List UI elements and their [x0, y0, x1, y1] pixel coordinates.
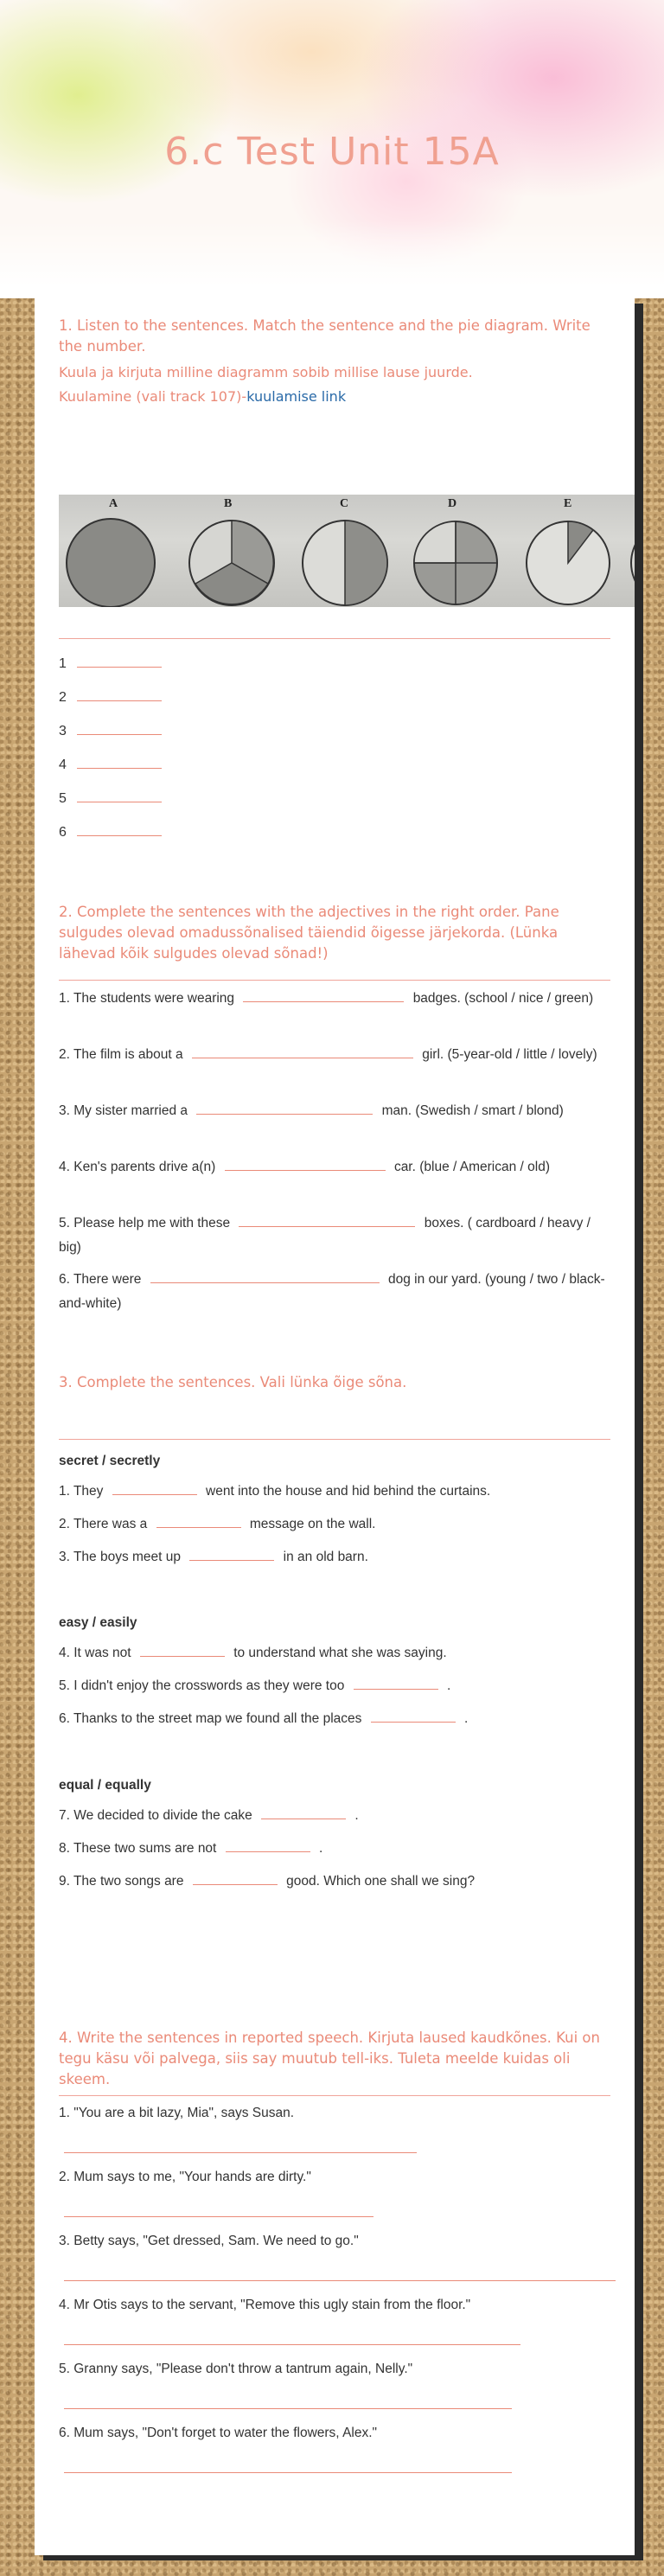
item-text: boxes. ( cardboard / heavy / big): [59, 1216, 591, 1255]
question-3: [59, 1372, 610, 1393]
q4-item: [59, 2357, 610, 2421]
q3-item: [59, 1836, 610, 1869]
q2-items: [59, 986, 610, 1323]
q1-listen-prefix: Kuulamine (vali track 107)-: [59, 388, 247, 405]
item-text: to understand what she was saying.: [233, 1646, 447, 1660]
pie-diagrams: [59, 495, 635, 607]
question-2: [59, 902, 610, 964]
item-text: car. (blue / American / old): [393, 1160, 550, 1174]
answer-blank[interactable]: [140, 1640, 225, 1657]
q1-heading: 1. Listen to the sentences. Match the sentence and the pie diagram. Write the number.: [59, 317, 591, 355]
answer-blank[interactable]: [150, 1267, 380, 1283]
item-text: went into the house and hid behind the curtains.: [206, 1484, 491, 1499]
item-text: 8. These two sums are not: [59, 1841, 217, 1856]
q4-item: [59, 2293, 610, 2357]
q4-item: [59, 2229, 610, 2293]
answer-blank[interactable]: [189, 1544, 274, 1561]
page-title: 6.c Test Unit 15A: [164, 130, 500, 174]
answer-row: [59, 752, 610, 786]
answer-number: 2: [59, 690, 67, 705]
item-text: good. Which one shall we sing?: [286, 1874, 476, 1889]
q3-group-1: [59, 1446, 610, 1577]
q2-item: [59, 986, 610, 1042]
item-text: .: [464, 1711, 469, 1726]
item-text: 1. They: [59, 1484, 104, 1499]
item-text: 2. There was a: [59, 1517, 148, 1531]
listen-link[interactable]: kuulamise link: [246, 388, 347, 405]
item-text: dog in our yard. (young / two / black-and-white): [59, 1272, 605, 1311]
answer-blank[interactable]: [196, 1098, 373, 1115]
answer-blank[interactable]: [77, 820, 162, 836]
answer-row: [59, 719, 610, 752]
q3-item: [59, 1803, 610, 1836]
q3-item: [59, 1706, 610, 1739]
item-text: 5. Please help me with these: [59, 1216, 231, 1230]
divider: [59, 2095, 610, 2096]
answer-blank[interactable]: [77, 786, 162, 802]
q2-item: [59, 1042, 610, 1098]
divider: [59, 980, 610, 981]
answer-row: [59, 685, 610, 719]
pie-label-d: D: [448, 497, 457, 510]
item-text: 1. The students were wearing: [59, 991, 235, 1006]
answer-blank[interactable]: [261, 1803, 346, 1819]
pie-d: [414, 521, 497, 604]
answer-number: 4: [59, 757, 67, 772]
answer-blank[interactable]: [371, 1706, 456, 1723]
q2-heading: 2. Complete the sentences with the adjectives in the right order. Pane sulgudes olevad omadussõnalised täiendid õigesse järjekorda. (Lünka lähevad kõik sulgudes olevad sõnad!): [59, 904, 559, 962]
item-text: 5. Granny says, "Please don't throw a tantrum again, Nelly.": [59, 2362, 413, 2376]
q4-item: [59, 2101, 610, 2165]
answer-line[interactable]: [64, 2343, 520, 2345]
answer-blank[interactable]: [77, 719, 162, 735]
item-text: message on the wall.: [249, 1517, 376, 1531]
q3-group-2: [59, 1608, 610, 1739]
q1-listen-line: [59, 387, 610, 407]
item-text: in an old barn.: [283, 1550, 368, 1564]
answer-blank[interactable]: [354, 1673, 438, 1690]
word-pair-label: equal / equally: [59, 1778, 151, 1793]
pie-c: [303, 521, 387, 605]
answer-line[interactable]: [64, 2471, 512, 2473]
pie-e: [527, 521, 610, 604]
q2-item: [59, 1211, 610, 1267]
answer-number: 1: [59, 656, 67, 671]
answer-row: [59, 786, 610, 820]
q4-item: [59, 2421, 610, 2485]
answer-blank[interactable]: [226, 1836, 310, 1852]
q3-heading: 3. Complete the sentences. Vali lünka õige sõna.: [59, 1374, 407, 1390]
item-text: 7. We decided to divide the cake: [59, 1808, 252, 1823]
answer-number: 5: [59, 791, 67, 806]
item-text: 4. Ken's parents drive a(n): [59, 1160, 216, 1174]
answer-line[interactable]: [64, 2151, 417, 2153]
answer-line[interactable]: [64, 2407, 512, 2409]
question-4: [59, 2028, 610, 2090]
q3-item: [59, 1869, 610, 1902]
answer-row: [59, 820, 610, 853]
worksheet-paper: [35, 298, 635, 2555]
q3-item: [59, 1640, 610, 1673]
pie-label-e: E: [564, 497, 572, 510]
pie-diagram-image: [59, 495, 635, 607]
q3-item: [59, 1512, 610, 1544]
answer-blank[interactable]: [192, 1042, 413, 1058]
item-text: man. (Swedish / smart / blond): [381, 1103, 564, 1118]
item-text: girl. (5-year-old / little / lovely): [422, 1047, 597, 1062]
item-text: badges. (school / nice / green): [412, 991, 594, 1006]
q4-items: [59, 2101, 610, 2485]
answer-blank[interactable]: [77, 651, 162, 668]
item-text: 4. Mr Otis says to the servant, "Remove this ugly stain from the floor.": [59, 2298, 471, 2312]
answer-blank[interactable]: [239, 1211, 415, 1227]
answer-number: 6: [59, 825, 67, 840]
pie-label-c: C: [340, 497, 349, 510]
item-text: 5. I didn't enjoy the crosswords as they were too: [59, 1678, 345, 1693]
pie-b: [189, 521, 274, 605]
item-text: .: [446, 1678, 451, 1693]
q3-item: [59, 1673, 610, 1706]
q2-item: [59, 1267, 610, 1323]
q3-group-3: [59, 1770, 610, 1902]
item-text: 2. The film is about a: [59, 1047, 183, 1062]
word-pair-label: easy / easily: [59, 1615, 137, 1630]
answer-number: 3: [59, 724, 67, 738]
item-text: 3. Betty says, "Get dressed, Sam. We need to go.": [59, 2234, 359, 2248]
q2-item: [59, 1154, 610, 1211]
item-text: .: [354, 1808, 359, 1823]
q3-item: [59, 1479, 610, 1512]
q4-heading: 4. Write the sentences in reported speech. Kirjuta laused kaudkõnes. Kui on tegu käsu või palvega, siis say muutub tell-iks. Tuleta meelde kuidas oli skeem.: [59, 2029, 600, 2087]
q1-subtitle: Kuula ja kirjuta milline diagramm sobib millise lause juurde.: [59, 364, 473, 380]
answer-blank[interactable]: [112, 1479, 197, 1495]
answer-line[interactable]: [64, 2215, 374, 2217]
answer-line[interactable]: [64, 2279, 616, 2281]
q1-answers: [59, 651, 610, 853]
item-text: 1. "You are a bit lazy, Mia", says Susan.: [59, 2106, 295, 2120]
pie-a: [67, 519, 155, 607]
answer-blank[interactable]: [193, 1869, 278, 1885]
item-text: 6. There were: [59, 1272, 142, 1287]
question-1: [59, 316, 610, 407]
pie-label-a: A: [109, 497, 118, 510]
answer-row: [59, 651, 610, 685]
answer-blank[interactable]: [225, 1154, 386, 1171]
item-text: .: [319, 1841, 323, 1856]
item-text: 3. The boys meet up: [59, 1550, 182, 1564]
item-text: 9. The two songs are: [59, 1874, 184, 1889]
answer-blank[interactable]: [77, 752, 162, 769]
q2-item: [59, 1098, 610, 1154]
answer-blank[interactable]: [156, 1512, 241, 1528]
q4-item: [59, 2165, 610, 2229]
divider: [59, 1439, 610, 1440]
pie-f-partial: [631, 521, 635, 604]
item-text: 6. Mum says, "Don't forget to water the flowers, Alex.": [59, 2426, 378, 2440]
answer-blank[interactable]: [77, 685, 162, 701]
item-text: 2. Mum says to me, "Your hands are dirty.": [59, 2170, 311, 2184]
item-text: 3. My sister married a: [59, 1103, 188, 1118]
divider: [59, 638, 610, 639]
item-text: 4. It was not: [59, 1646, 131, 1660]
q3-item: [59, 1544, 610, 1577]
answer-blank[interactable]: [243, 986, 404, 1002]
item-text: 6. Thanks to the street map we found all the places: [59, 1711, 362, 1726]
word-pair-label: secret / secretly: [59, 1454, 161, 1468]
pie-label-b: B: [224, 497, 233, 510]
